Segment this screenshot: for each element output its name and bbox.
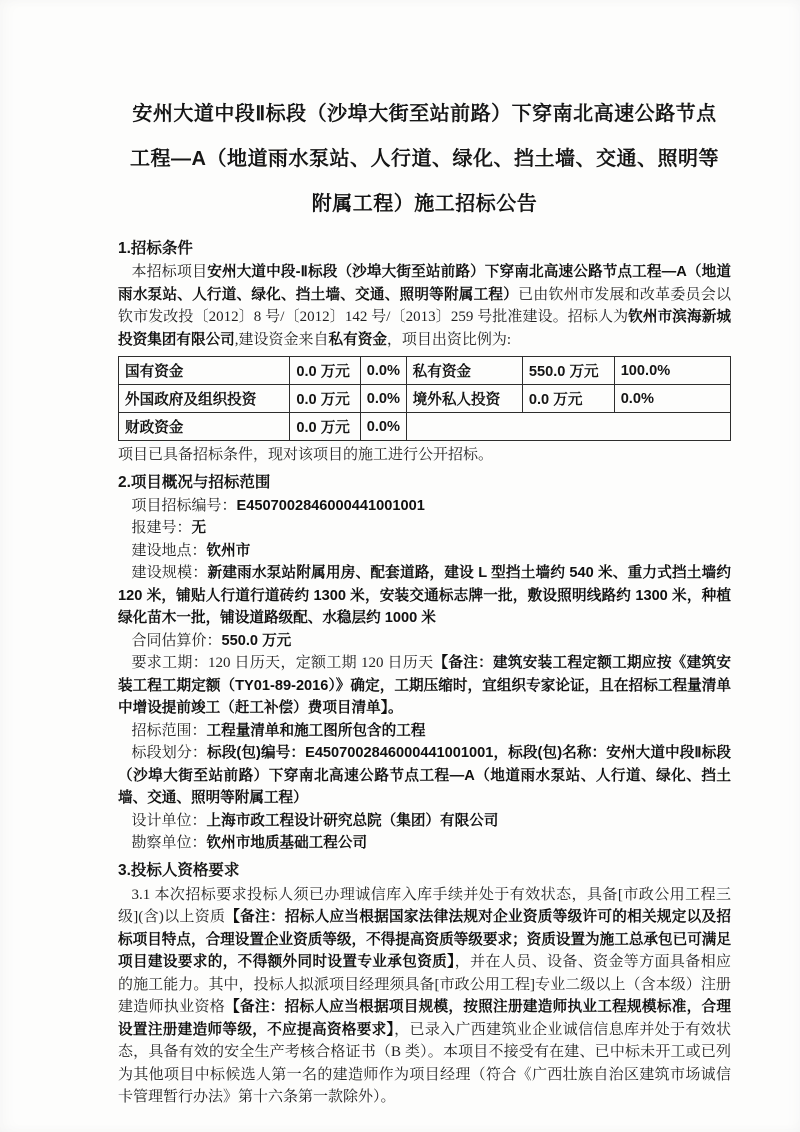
intro-text-lead: 本招标项目 xyxy=(131,264,208,280)
project-name: 安州大道中段-Ⅱ标段（沙埠大街至站前路）下穿南北高速公路节点工程—A（地道雨水泵站、人行道、绿化、挡土墙、交通、照明等附属工程） xyxy=(118,264,731,303)
field-label: 招标范围： xyxy=(131,722,207,739)
section3-qualification-paragraph xyxy=(118,884,731,1109)
approval-text: 已由钦州市发展和改革委员会以钦市发改投〔2012〕8 号/〔2012〕142 号/〔2013〕259 号批准建设。招标人为 xyxy=(118,286,731,325)
field-value: 550.0 万元 xyxy=(221,632,292,649)
funding-amount-cell: 0.0 万元 xyxy=(522,385,614,413)
section2-fields xyxy=(118,495,731,855)
field-label: 勘察单位： xyxy=(131,835,207,851)
field-label: 合同估算价： xyxy=(131,632,222,649)
funding-amount-cell: 0.0 万元 xyxy=(290,385,360,413)
credit-library-text: ，已录入广西建筑业企业诚信信息库并处于有效状态，具备有效的安全生产考核合格证书（B 类）。本项目不接受有在建、已中标未开工或已列为其他项目中标候选人第一名的建造师作为项目经理（符合《广西壮族自治区建筑市场诚信卡管理暂行办法》第十六条第一款除外）。 xyxy=(118,1021,731,1105)
tenderer-name: 钦州市滨海新城投资集团有限公司 xyxy=(118,309,731,348)
funding-percent-cell: 0.0% xyxy=(360,385,406,413)
field-contract-estimate xyxy=(118,630,731,653)
funding-ratio-table xyxy=(118,356,731,441)
field-value: 工程量清单和施工图所包含的工程 xyxy=(206,722,426,739)
field-remark: 【备注：建筑安装工程定额工期应按《建筑安装工程工期定额（TY01-89-2016）》确定，工期压缩时，宜组织专家论证，且在招标工程量清单中增设提前竣工（赶工补偿）费项目清单】。 xyxy=(118,655,731,716)
funding-percent-cell: 0.0% xyxy=(614,385,730,413)
field-required-duration xyxy=(118,652,731,720)
field-construction-scale xyxy=(118,562,731,630)
funding-label-cell: 私有资金 xyxy=(406,357,522,385)
field-tender-scope xyxy=(118,720,731,743)
field-value: 钦州市 xyxy=(206,542,251,559)
funding-label-cell: 国有资金 xyxy=(119,357,290,385)
funding-amount-cell: 550.0 万元 xyxy=(522,357,614,385)
field-value: 标段(包)编号：E4507002846000441001001，标段(包)名称：安州大道中段Ⅱ标段（沙埠大街至站前路）下穿南北高速公路节点工程—A（地道雨水泵站、人行道、绿化、挡土墙、交通、照明等附属工程） xyxy=(118,745,731,806)
field-value: 120 日历天，定额工期 120 日历天 xyxy=(208,655,434,671)
section1-heading: 1.招标条件 xyxy=(118,240,193,257)
table-row xyxy=(119,357,731,385)
field-section-division xyxy=(118,742,731,810)
funding-source-text: ,建设资金来自 xyxy=(234,331,329,348)
field-label: 标段划分： xyxy=(131,745,207,761)
qualification-remark-1: 【备注：招标人应当根据国家法律法规对企业资质等级许可的相关规定以及招标项目特点，合理设置企业资质等级，不得提高资质等级要求；资质设置为施工总承包已可满足项目建设要求的，不得额外同时设置专业承包资质】 xyxy=(118,909,731,970)
funding-amount-cell: 0.0 万元 xyxy=(290,357,360,385)
funding-percent-cell: 0.0% xyxy=(360,413,406,441)
funding-amount-cell: 0.0 万元 xyxy=(290,413,360,441)
funding-source-value: 私有资金 xyxy=(328,331,387,348)
field-label: 建设规模： xyxy=(131,565,208,581)
funding-label-cell: 外国政府及组织投资 xyxy=(119,385,290,413)
field-value: 无 xyxy=(191,520,207,536)
field-registration-number xyxy=(118,517,731,540)
table-row xyxy=(119,413,731,441)
empty-merged-cell xyxy=(406,413,730,441)
funding-percent-cell: 0.0% xyxy=(360,357,406,385)
qualification-remark-2: 【备注：招标人应当根据项目规模，按照注册建造师执业工程规模标准，合理设置注册建造师等级，不应提高资格要求】 xyxy=(118,999,731,1038)
table-row xyxy=(119,385,731,413)
qualification-text: 3.1 本次招标要求投标人须已办理诚信库入库手续并处于有效状态，具备[市政公用工程三级](含)以上资质 xyxy=(118,886,731,925)
field-label: 要求工期： xyxy=(131,655,208,671)
ratio-lead-text: ，项目出资比例为: xyxy=(386,331,512,348)
field-survey-unit xyxy=(118,832,731,855)
funding-percent-cell: 100.0% xyxy=(614,357,730,385)
section3-heading: 3.投标人资格要求 xyxy=(118,861,240,879)
funding-label-cell: 境外私人投资 xyxy=(406,385,522,413)
funding-label-cell: 财政资金 xyxy=(119,413,290,441)
document-title: 安州大道中段Ⅱ标段（沙埠大街至站前路）下穿南北高速公路节点工程—A（地道雨水泵站、人行道、绿化、挡土墙、交通、照明等附属工程）施工招标公告 xyxy=(130,103,719,215)
field-design-unit xyxy=(118,810,731,833)
field-construction-site xyxy=(118,540,731,563)
field-label: 报建号： xyxy=(131,520,192,536)
field-tender-number xyxy=(118,495,731,518)
field-value: 钦州市地质基础工程公司 xyxy=(206,835,368,851)
section1-intro-paragraph xyxy=(118,261,731,351)
field-value: 上海市政工程设计研究总院（集团）有限公司 xyxy=(206,812,499,829)
field-label: 建设地点： xyxy=(131,542,207,559)
section2-heading: 2.项目概况与招标范围 xyxy=(118,473,271,491)
field-value: 新建雨水泵站附属用房、配套道路，建设 L 型挡土墙约 540 米、重力式挡土墙约 120 米，铺贴人行道行道砖约 1300 米，安装交通标志牌一批，敷设照明线路约 1300 米，种植绿化苗木一批，铺设道路级配、水稳层约 1000 米 xyxy=(118,565,731,626)
field-label: 项目招标编号： xyxy=(131,497,237,514)
field-label: 设计单位： xyxy=(131,812,207,829)
tender-ready-note: 项目已具备招标条件，现对该项目的施工进行公开招标。 xyxy=(118,447,494,463)
project-manager-text: ，并在人员、设备、资金等方面具备相应的施工能力。其中，投标人拟派项目经理须具备[市政公用工程]专业二级以上（含本级）注册建造师执业资格 xyxy=(118,954,731,1015)
field-value: E4507002846000441001001 xyxy=(236,497,425,514)
